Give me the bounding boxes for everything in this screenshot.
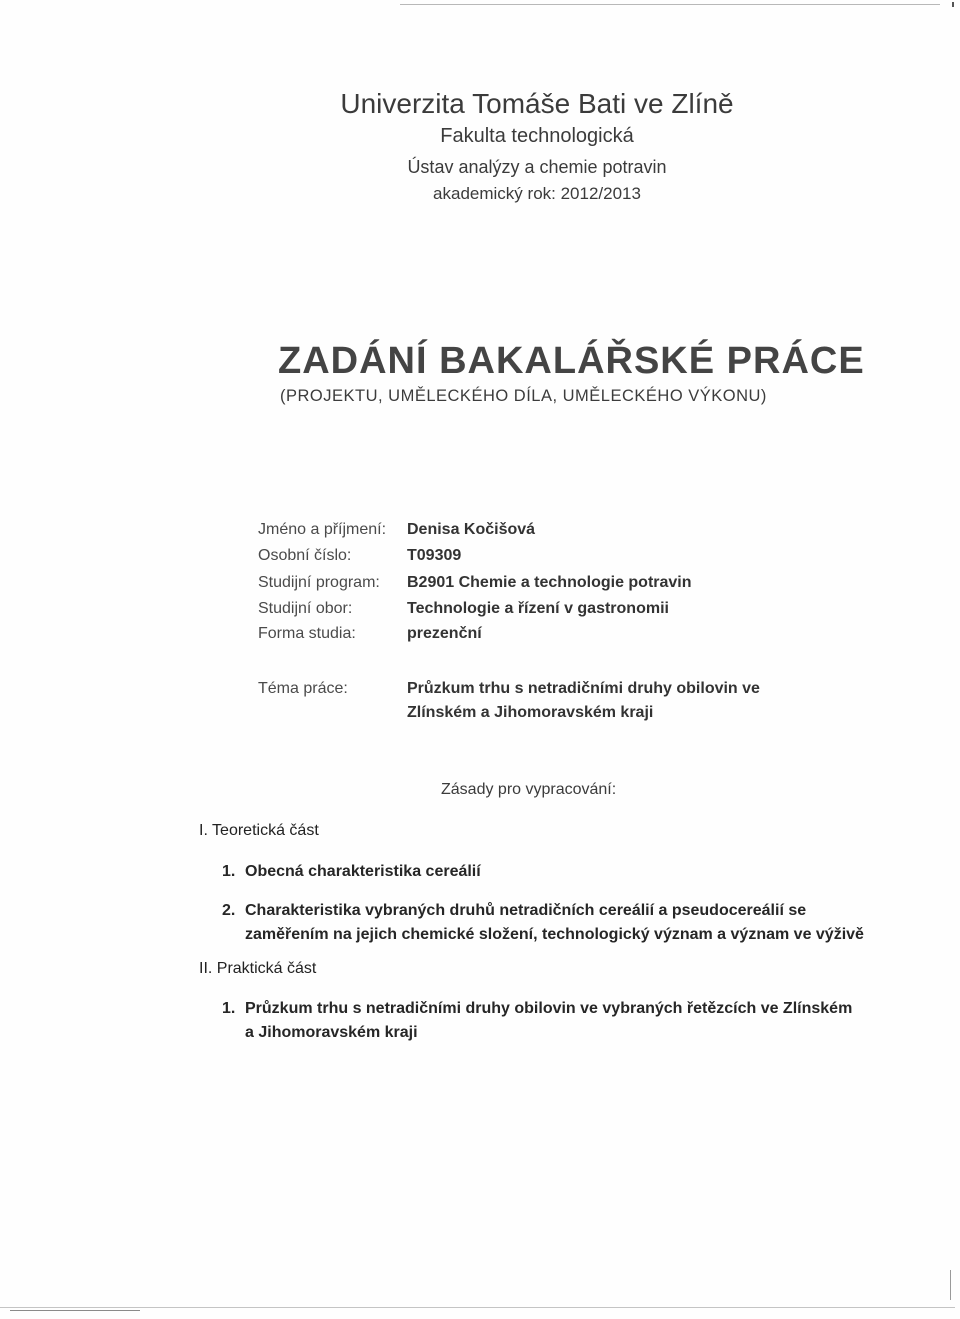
- personal-id-label: Osobní číslo:: [258, 547, 352, 564]
- study-form-label: Forma studia:: [258, 625, 356, 642]
- list-item-number: 1.: [222, 863, 236, 880]
- name-label: Jméno a příjmení:: [258, 521, 387, 538]
- academic-year: akademický rok: 2012/2013: [433, 184, 641, 203]
- list-item-number: 1.: [222, 1000, 236, 1017]
- document-subtitle: (PROJEKTU, UMĚLECKÉHO DÍLA, UMĚLECKÉHO VÝKONU): [280, 387, 767, 405]
- study-program-label: Studijní program:: [258, 574, 380, 591]
- study-program: B2901 Chemie a technologie potravin: [407, 574, 692, 591]
- list-item-text: Obecná charakteristika cereálií: [245, 863, 481, 880]
- topic-line-1: Průzkum trhu s netradičními druhy obilovin ve: [407, 680, 760, 697]
- part-2-heading: II. Praktická část: [199, 960, 317, 977]
- list-item-number: 2.: [222, 902, 236, 919]
- institute-name: Ústav analýzy a chemie potravin: [407, 157, 667, 177]
- study-field-label: Studijní obor:: [258, 600, 353, 617]
- scan-edge-right: [950, 1270, 951, 1300]
- topic-line-2: Zlínském a Jihomoravském kraji: [407, 704, 654, 721]
- document-title: ZADÁNÍ BAKALÁŘSKÉ PRÁCE: [278, 340, 865, 382]
- student-name: Denisa Kočišová: [407, 521, 536, 538]
- scan-edge-bottom: [0, 1307, 955, 1308]
- part-1-heading: I. Teoretická část: [199, 822, 319, 839]
- scan-edge-top: [400, 4, 940, 5]
- list-item-text: Průzkum trhu s netradičními druhy obilovin ve vybraných řetězcích ve Zlínském: [245, 1000, 853, 1017]
- list-item-text: a Jihomoravském kraji: [245, 1024, 418, 1041]
- list-item-text: zaměřením na jejich chemické složení, technologický význam a význam ve výživě: [245, 926, 864, 943]
- scan-edge-bottom-mark: [10, 1310, 140, 1311]
- topic-label: Téma práce:: [258, 680, 348, 697]
- study-form: prezenční: [407, 625, 482, 642]
- personal-id: T09309: [407, 547, 462, 564]
- study-field: Technologie a řízení v gastronomii: [407, 600, 669, 617]
- faculty-name: Fakulta technologická: [440, 125, 634, 147]
- list-item-text: Charakteristika vybraných druhů netradičních cereálií a pseudocereálií se: [245, 902, 807, 919]
- scan-mark: [952, 2, 954, 7]
- principles-heading: Zásady pro vypracování:: [441, 781, 617, 798]
- university-name: Univerzita Tomáše Bati ve Zlíně: [340, 88, 734, 119]
